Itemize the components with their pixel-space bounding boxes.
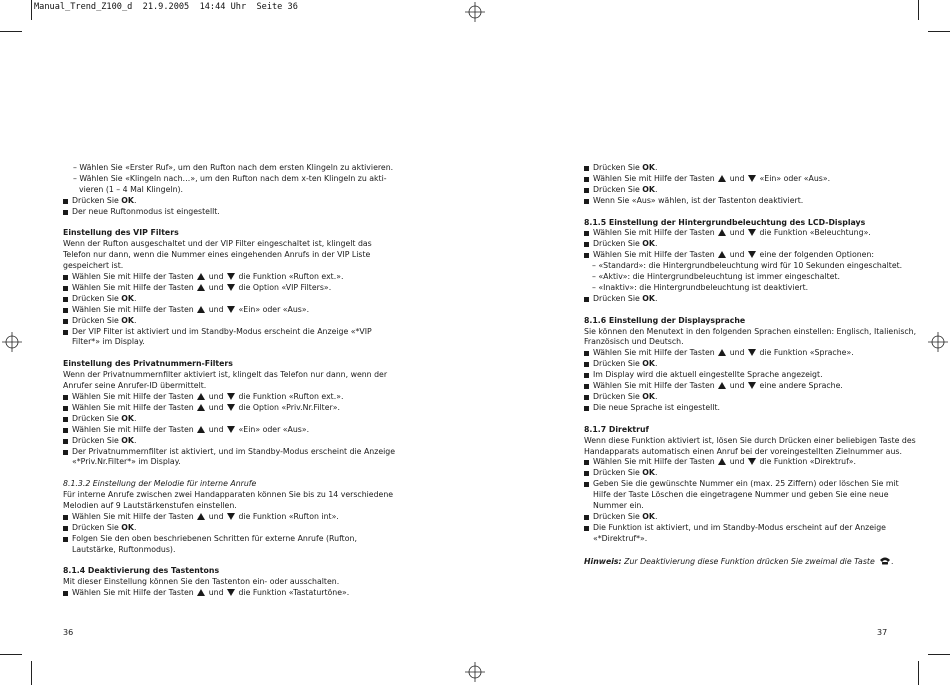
- text-run: .: [654, 468, 658, 478]
- arrow-down-icon: [227, 284, 235, 291]
- key-label: OK: [642, 163, 655, 172]
- bullet-continuation: «*Priv.Nr.Filter*» im Display.: [72, 457, 181, 467]
- text-run: .: [133, 522, 137, 532]
- arrow-up-icon: [197, 393, 205, 400]
- text-run: Zur Deaktivierung diese Funktion drücken Sie zweimal die Taste: [621, 556, 878, 566]
- text-run: die Funktion «Beleuchtung».: [757, 228, 871, 238]
- text-run: Der VIP Filter ist aktiviert und im Standby-Modus erscheint die Anzeige «*VIP: [72, 326, 372, 336]
- text-run: Drücken Sie: [72, 293, 122, 303]
- text-run: Wählen Sie mit Hilfe der Tasten: [72, 272, 197, 282]
- paragraph-spacer: [584, 414, 914, 425]
- paragraph-spacer: [63, 556, 403, 567]
- paragraph-spacer: [584, 305, 914, 316]
- text-run: Drücken Sie: [72, 315, 122, 325]
- text-run: und: [206, 392, 227, 401]
- registration-mark-icon: [465, 662, 485, 682]
- bullet-item: [63, 392, 403, 403]
- text-run: .: [654, 163, 658, 172]
- paragraph-spacer: [584, 207, 914, 218]
- bullet-item: [584, 228, 914, 239]
- text-run: .: [133, 413, 137, 423]
- bullet-item: [63, 534, 403, 545]
- crop-mark: [31, 661, 32, 685]
- registration-mark-icon: [928, 332, 948, 352]
- body-text: Melodien auf 9 Lautstärkenstufen einstellen.: [63, 501, 237, 511]
- arrow-down-icon: [227, 589, 235, 596]
- bullet-item: [63, 196, 403, 207]
- bullet-continuation: Hilfe der Taste Löschen die eingetragene Nummer und geben Sie eine neue: [593, 490, 889, 500]
- text-run: und: [727, 457, 748, 467]
- bullet-item: [584, 163, 914, 174]
- registration-mark-icon: [465, 2, 485, 22]
- text-run: Drücken Sie: [593, 392, 643, 401]
- text-run: Folgen Sie den oben beschriebenen Schritten für externe Anrufe (Rufton,: [72, 533, 357, 543]
- text-run: und: [727, 381, 748, 391]
- bullet-item: [584, 174, 914, 185]
- bullet-item: [63, 294, 403, 305]
- option-dash-item: – «Standard»: die Hintergrundbeleuchtung wird für 10 Sekunden eingeschaltet.: [592, 261, 903, 271]
- arrow-up-icon: [197, 513, 205, 520]
- text-run: die Funktion «Rufton ext.».: [236, 392, 344, 401]
- text-run: Im Display wird die aktuell eingestellte Sprache angezeigt.: [593, 370, 823, 380]
- key-label: OK: [642, 511, 655, 521]
- key-label: OK: [121, 522, 134, 532]
- bullet-item: [63, 207, 403, 218]
- bullet-item: [63, 447, 403, 458]
- bullet-continuation: Filter*» im Display.: [72, 337, 145, 347]
- text-run: und: [206, 511, 227, 521]
- text-run: Wählen Sie mit Hilfe der Tasten: [72, 424, 197, 434]
- arrow-up-icon: [197, 426, 205, 433]
- text-run: Drücken Sie: [72, 522, 122, 532]
- text-run: Drücken Sie: [593, 239, 643, 249]
- text-run: Wählen Sie mit Hilfe der Tasten: [593, 228, 718, 238]
- paragraph-spacer: [63, 468, 403, 479]
- bullet-item: [63, 316, 403, 327]
- text-run: und: [727, 173, 748, 183]
- text-run: die Option «Priv.Nr.Filter».: [236, 402, 340, 412]
- text-run: Drücken Sie: [593, 293, 643, 303]
- bullet-item: [63, 436, 403, 447]
- key-label: OK: [642, 359, 655, 369]
- text-run: .: [133, 293, 137, 303]
- bullet-item: [584, 392, 914, 403]
- text-run: die Funktion «Rufton int».: [236, 511, 339, 521]
- bullet-item: [584, 457, 914, 468]
- bullet-item: [584, 403, 914, 414]
- text-run: Wählen Sie mit Hilfe der Tasten: [72, 511, 197, 521]
- paragraph-spacer: [584, 545, 914, 556]
- body-text: Französisch und Deutsch.: [584, 337, 684, 347]
- key-label: OK: [642, 293, 655, 303]
- text-run: Wählen Sie mit Hilfe der Tasten: [72, 588, 197, 598]
- key-label: OK: [121, 435, 134, 445]
- left-page-column: [63, 163, 403, 599]
- bullet-item: [63, 283, 403, 294]
- text-run: Wählen Sie mit Hilfe der Tasten: [72, 304, 197, 314]
- text-run: die Funktion «Rufton ext.».: [236, 272, 344, 282]
- section-heading: 8.1.5 Einstellung der Hintergrundbeleuchtung des LCD-Displays: [584, 217, 866, 227]
- registration-mark-icon: [2, 332, 22, 352]
- body-text: Mit dieser Einstellung können Sie den Tastenton ein- oder ausschalten.: [63, 577, 340, 587]
- body-text: Für interne Anrufe zwischen zwei Handapparaten können Sie bis zu 14 verschiedene: [63, 490, 394, 500]
- handset-icon: [879, 556, 894, 566]
- bullet-item: [63, 272, 403, 283]
- body-text: Wenn der Privatnummernfilter aktiviert ist, klingelt das Telefon nur dann, wenn der: [63, 370, 388, 380]
- key-label: OK: [121, 293, 134, 303]
- text-run: .: [133, 315, 137, 325]
- crop-mark: [31, 0, 32, 20]
- text-run: Drücken Sie: [72, 413, 122, 423]
- text-run: Geben Sie die gewünschte Nummer ein (max. 25 Ziffern) oder löschen Sie mit: [593, 479, 899, 489]
- text-run: Wenn Sie «Aus» wählen, ist der Tastenton deaktiviert.: [593, 195, 804, 205]
- option-dash-continuation: vieren (1 – 4 Mal Klingeln).: [79, 184, 184, 194]
- text-run: eine andere Sprache.: [757, 381, 843, 391]
- arrow-down-icon: [748, 251, 756, 258]
- crop-mark: [0, 31, 22, 32]
- text-run: die Funktion «Direktruf».: [757, 457, 856, 467]
- body-text: Wenn der Rufton ausgeschaltet und der VIP Filter eingeschaltet ist, klingelt das: [63, 239, 372, 249]
- body-text: Anrufer seine Anrufer-ID übermittelt.: [63, 381, 207, 391]
- bullet-item: [584, 294, 914, 305]
- bullet-item: [584, 250, 914, 261]
- bullet-item: [63, 425, 403, 436]
- bullet-item: [584, 479, 914, 490]
- option-dash-item: – Wählen Sie «Erster Ruf», um den Rufton nach dem ersten Klingeln zu aktivieren.: [73, 163, 394, 172]
- bullet-item: [63, 588, 403, 599]
- bullet-item: [63, 305, 403, 316]
- arrow-up-icon: [197, 404, 205, 411]
- bullet-item: [584, 359, 914, 370]
- text-run: Drücken Sie: [72, 195, 122, 205]
- text-run: und: [206, 304, 227, 314]
- arrow-down-icon: [227, 426, 235, 433]
- arrow-up-icon: [718, 458, 726, 465]
- bullet-item: [584, 468, 914, 479]
- text-run: und: [206, 402, 227, 412]
- section-heading: 8.1.6 Einstellung der Displaysprache: [584, 315, 746, 325]
- crop-mark: [0, 654, 22, 655]
- text-run: Die Funktion ist aktiviert, und im Standby-Modus erscheint auf der Anzeige: [593, 522, 886, 532]
- crop-mark: [918, 0, 919, 20]
- page-number: 36: [63, 628, 74, 637]
- text-run: und: [206, 424, 227, 434]
- text-run: .: [133, 435, 137, 445]
- crop-mark: [918, 661, 919, 685]
- text-run: .: [654, 359, 658, 369]
- option-dash-item: – «Aktiv»: die Hintergrundbeleuchtung ist immer eingeschaltet.: [592, 272, 840, 282]
- text-run: Drücken Sie: [593, 359, 643, 369]
- arrow-up-icon: [197, 589, 205, 596]
- arrow-down-icon: [227, 273, 235, 280]
- text-run: und: [206, 588, 227, 598]
- text-run: .: [654, 293, 658, 303]
- key-label: OK: [642, 392, 655, 401]
- text-run: und: [206, 282, 227, 292]
- bullet-continuation: «*Direktruf*».: [593, 533, 648, 543]
- text-run: Wählen Sie mit Hilfe der Tasten: [593, 457, 718, 467]
- arrow-down-icon: [748, 382, 756, 389]
- key-label: OK: [121, 195, 134, 205]
- bullet-item: [584, 196, 914, 207]
- arrow-up-icon: [718, 349, 726, 356]
- arrow-up-icon: [197, 306, 205, 313]
- text-run: und: [727, 348, 748, 358]
- text-run: .: [891, 556, 894, 566]
- subsection-heading: 8.1.3.2 Einstellung der Melodie für interne Anrufe: [63, 479, 257, 489]
- text-run: und: [206, 272, 227, 282]
- text-run: «Ein» oder «Aus».: [236, 304, 310, 314]
- bullet-item: [63, 414, 403, 425]
- text-run: und: [727, 250, 748, 260]
- text-run: und: [727, 228, 748, 238]
- arrow-up-icon: [718, 382, 726, 389]
- arrow-down-icon: [227, 404, 235, 411]
- text-run: Der Privatnummernfilter ist aktiviert, und im Standby-Modus erscheint die Anzeige: [72, 446, 396, 456]
- note-text: [584, 556, 914, 568]
- text-run: Wählen Sie mit Hilfe der Tasten: [72, 402, 197, 412]
- section-heading: 8.1.7 Direktruf: [584, 424, 649, 434]
- arrow-up-icon: [718, 251, 726, 258]
- section-heading: Einstellung des Privatnummern-Filters: [63, 359, 233, 369]
- key-label: OK: [642, 239, 655, 249]
- key-label: OK: [642, 184, 655, 194]
- paragraph-spacer: [63, 348, 403, 359]
- text-run: Wählen Sie mit Hilfe der Tasten: [593, 348, 718, 358]
- text-run: «Ein» oder «Aus».: [757, 173, 831, 183]
- key-label: OK: [642, 468, 655, 478]
- text-run: .: [133, 195, 137, 205]
- note-label: Hinweis:: [584, 556, 622, 566]
- text-run: die Option «VIP Filters».: [236, 282, 332, 292]
- bullet-item: [584, 239, 914, 250]
- arrow-down-icon: [748, 175, 756, 182]
- text-run: .: [654, 239, 658, 249]
- print-slug: Manual_Trend_Z100_d 21.9.2005 14:44 Uhr Seite 36: [34, 2, 298, 12]
- text-run: eine der folgenden Optionen:: [757, 250, 875, 260]
- arrow-up-icon: [197, 273, 205, 280]
- crop-mark: [928, 654, 950, 655]
- paragraph-spacer: [63, 218, 403, 229]
- bullet-item: [584, 523, 914, 534]
- bullet-item: [63, 327, 403, 338]
- bullet-item: [584, 381, 914, 392]
- text-run: Drücken Sie: [593, 468, 643, 478]
- text-run: Wählen Sie mit Hilfe der Tasten: [593, 173, 718, 183]
- text-run: .: [654, 392, 658, 401]
- section-heading: 8.1.4 Deaktivierung des Tastentons: [63, 566, 220, 576]
- bullet-continuation: Lautstärke, Ruftonmodus).: [72, 544, 176, 554]
- body-text: gespeichert ist.: [63, 261, 124, 271]
- bullet-continuation: Nummer ein.: [593, 501, 644, 511]
- body-text: Handapparats automatisch einen Anruf bei der voreingestellten Zielnummer aus.: [584, 446, 902, 456]
- text-run: Die neue Sprache ist eingestellt.: [593, 402, 720, 412]
- arrow-up-icon: [718, 229, 726, 236]
- right-page-column: [584, 163, 917, 567]
- key-label: OK: [121, 413, 134, 423]
- key-label: OK: [121, 315, 134, 325]
- text-run: die Funktion «Sprache».: [757, 348, 854, 358]
- text-run: Wählen Sie mit Hilfe der Tasten: [72, 282, 197, 292]
- bullet-item: [584, 370, 914, 381]
- body-text: Wenn diese Funktion aktiviert ist, lösen Sie durch Drücken einer beliebigen Taste des: [584, 435, 916, 445]
- bullet-item: [584, 185, 914, 196]
- text-run: «Ein» oder «Aus».: [236, 424, 310, 434]
- bullet-item: [584, 348, 914, 359]
- arrow-up-icon: [197, 284, 205, 291]
- text-run: Wählen Sie mit Hilfe der Tasten: [72, 392, 197, 401]
- text-run: .: [654, 184, 658, 194]
- text-run: Wählen Sie mit Hilfe der Tasten: [593, 250, 718, 260]
- option-dash-item: – «Inaktiv»: die Hintergrundbeleuchtung ist deaktiviert.: [592, 282, 809, 292]
- bullet-item: [63, 523, 403, 534]
- page-number: 37: [877, 628, 888, 637]
- arrow-down-icon: [748, 458, 756, 465]
- text-run: die Funktion «Tastaturtöne».: [236, 588, 350, 598]
- text-run: Drücken Sie: [593, 184, 643, 194]
- arrow-down-icon: [227, 393, 235, 400]
- text-run: Wählen Sie mit Hilfe der Tasten: [593, 381, 718, 391]
- arrow-down-icon: [227, 306, 235, 313]
- arrow-down-icon: [748, 349, 756, 356]
- section-heading: Einstellung des VIP Filters: [63, 228, 179, 238]
- bullet-item: [63, 403, 403, 414]
- arrow-down-icon: [227, 513, 235, 520]
- text-run: Drücken Sie: [72, 435, 122, 445]
- bullet-item: [63, 512, 403, 523]
- body-text: Telefon nur dann, wenn die Nummer eines eingehenden Anrufs in der VIP Liste: [63, 250, 371, 260]
- text-run: Drücken Sie: [593, 511, 643, 521]
- arrow-up-icon: [718, 175, 726, 182]
- text-run: Drücken Sie: [593, 163, 643, 172]
- bullet-item: [584, 512, 914, 523]
- body-text: Sie können den Menutext in den folgenden Sprachen einstellen: Englisch, Italienisch,: [584, 326, 917, 336]
- arrow-down-icon: [748, 229, 756, 236]
- text-run: .: [654, 511, 658, 521]
- option-dash-item: – Wählen Sie «Klingeln nach…», um den Rufton nach dem x-ten Klingeln zu akti-: [73, 173, 387, 183]
- crop-mark: [928, 31, 950, 32]
- text-run: Der neue Ruftonmodus ist eingestellt.: [72, 206, 220, 216]
